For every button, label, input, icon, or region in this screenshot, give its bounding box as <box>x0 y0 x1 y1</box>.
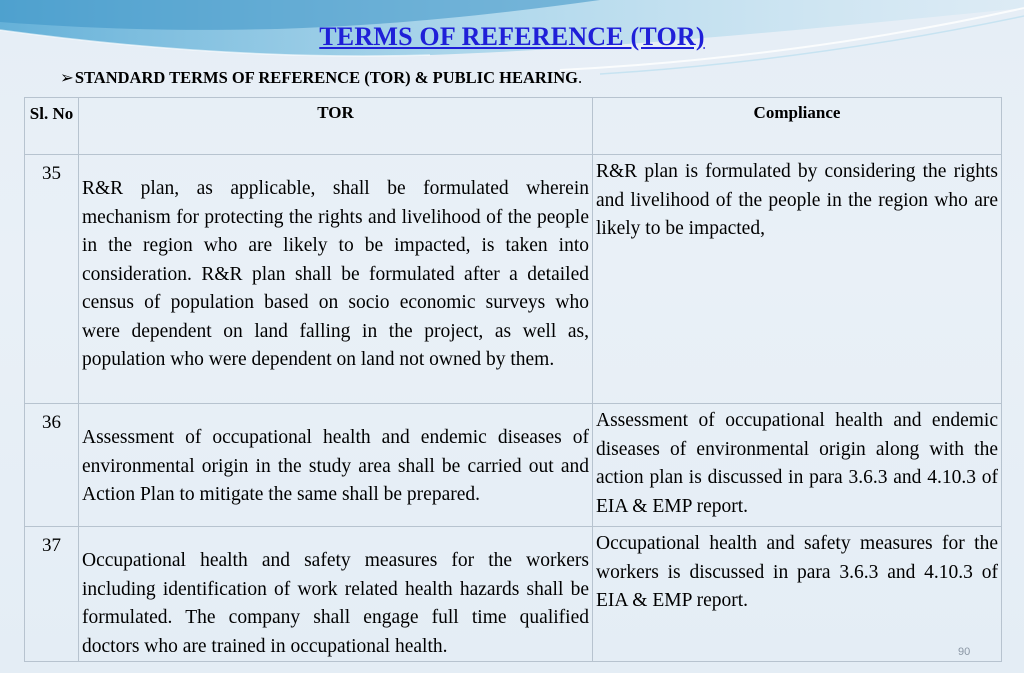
row-tor-text: R&R plan, as applicable, shall be formulated wherein mechanism for protecting the rights and livelihood of the people in the region who are likely to be impacted, is taken into consideration. R&R plan shall be formulated after a detailed census of population based on socio economic surveys who were dependent on land falling in the project, as well as, population who were dependent on land not owned by them. <box>79 155 593 404</box>
tor-compliance-table <box>24 97 1002 662</box>
row-sl-no: 35 <box>25 155 79 404</box>
header-compliance: Compliance <box>593 98 1002 155</box>
header-tor: TOR <box>79 98 593 155</box>
table-row <box>25 404 1002 527</box>
row-compliance-text: Assessment of occupational health and endemic diseases of environmental origin along with the action plan is discussed in para 3.6.3 and 4.10.3 of EIA & EMP report. <box>593 404 1002 527</box>
table-header-row <box>25 98 1002 155</box>
page-title: TERMS OF REFERENCE (TOR) <box>319 22 705 51</box>
header-sl-no: Sl. No <box>25 98 79 155</box>
row-tor-text: Assessment of occupational health and endemic diseases of environmental origin in the study area shall be carried out and Action Plan to mitigate the same shall be prepared. <box>79 404 593 527</box>
row-sl-no: 37 <box>25 527 79 662</box>
subtitle-text: STANDARD TERMS OF REFERENCE (TOR) & PUBLIC HEARING <box>74 68 578 87</box>
arrow-bullet-icon: ➢ <box>60 68 74 87</box>
row-tor-text: Occupational health and safety measures for the workers including identification of work related health hazards shall be formulated. The company shall engage full time qualified doctors who are trained in occupational health. <box>79 527 593 662</box>
subtitle-period: . <box>577 68 583 87</box>
row-sl-no: 36 <box>25 404 79 527</box>
row-compliance-text: Occupational health and safety measures for the workers is discussed in para 3.6.3 and 4.10.3 of EIA & EMP report. <box>593 527 1002 662</box>
row-compliance-text: R&R plan is formulated by considering the rights and livelihood of the people in the region who are likely to be impacted, <box>593 155 1002 404</box>
table-row <box>25 527 1002 662</box>
page-number: 90 <box>958 646 971 658</box>
header-swoosh-decoration <box>0 0 1024 110</box>
table-row <box>25 155 1002 404</box>
section-subtitle <box>60 68 582 88</box>
